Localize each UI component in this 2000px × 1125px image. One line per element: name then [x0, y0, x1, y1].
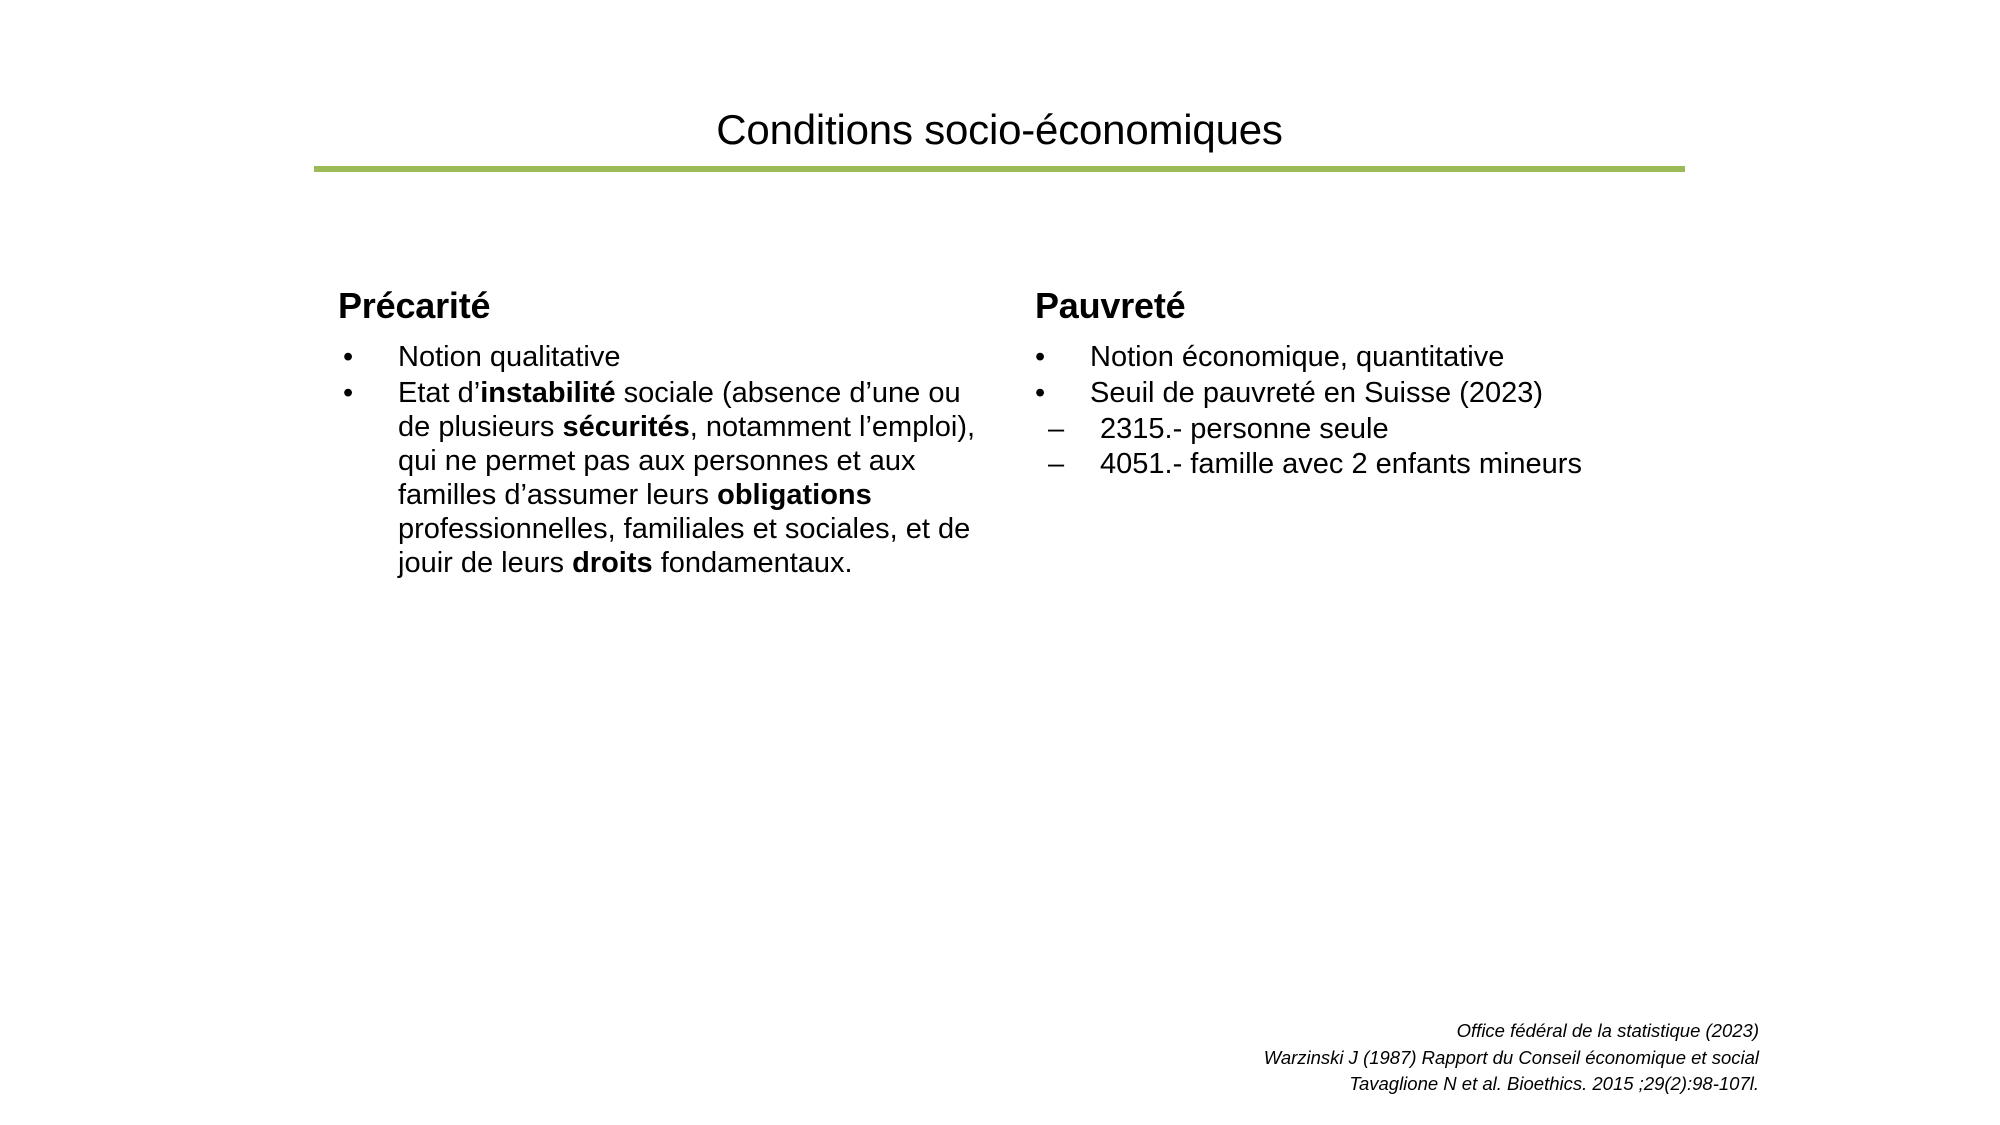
reference-line: Tavaglione N et al. Bioethics. 2015 ;29(2):98-107l.	[1349, 1073, 1759, 1095]
column-heading-pauvrete: Pauvreté	[1035, 285, 1186, 326]
list-item-text: Notion qualitative	[398, 340, 621, 373]
list-item-text: Etat d’instabilité sociale (absence d’une ou de plusieurs sécurités, notamment l’emploi), qui ne permet pas aux personnes et aux familles d’assumer leurs obligations professionnelles, familiales et sociales, et de jouir de leurs droits fondamentaux.	[398, 376, 976, 579]
column-precarite	[338, 286, 998, 582]
sub-list-item	[1040, 447, 1690, 481]
sub-bullet-group	[1030, 412, 1690, 481]
bullet-list-pauvrete	[1030, 340, 1690, 481]
bullet-list-precarite	[338, 340, 998, 580]
list-item-text: Seuil de pauvreté en Suisse (2023)	[1090, 376, 1544, 409]
bullet-marker-icon: •	[343, 376, 354, 409]
sub-list-item	[1040, 412, 1690, 446]
list-item-text: Notion économique, quantitative	[1090, 340, 1505, 373]
title-block	[314, 106, 1685, 155]
list-item	[338, 376, 998, 580]
page-title: Conditions socio-économiques	[716, 106, 1283, 153]
reference-line: Office fédéral de la statistique (2023)	[1456, 1020, 1759, 1042]
dash-marker-icon: –	[1048, 447, 1065, 480]
bullet-marker-icon: •	[343, 340, 354, 373]
dash-marker-icon: –	[1048, 412, 1065, 445]
column-heading-precarite: Précarité	[338, 285, 491, 326]
bullet-marker-icon: •	[1035, 340, 1046, 373]
references-block	[1264, 1018, 1759, 1098]
reference-line: Warzinski J (1987) Rapport du Conseil économique et social	[1263, 1046, 1759, 1068]
title-underline-rule	[314, 166, 1685, 172]
list-item	[1030, 376, 1690, 410]
sub-bullet-list-seuil	[1040, 412, 1690, 481]
list-item	[338, 340, 998, 374]
column-pauvrete	[1030, 286, 1690, 482]
list-item	[1030, 340, 1690, 374]
bullet-marker-icon: •	[1035, 376, 1046, 409]
sub-list-item-text: 4051.- famille avec 2 enfants mineurs	[1100, 447, 1582, 480]
sub-list-item-text: 2315.- personne seule	[1100, 412, 1389, 445]
